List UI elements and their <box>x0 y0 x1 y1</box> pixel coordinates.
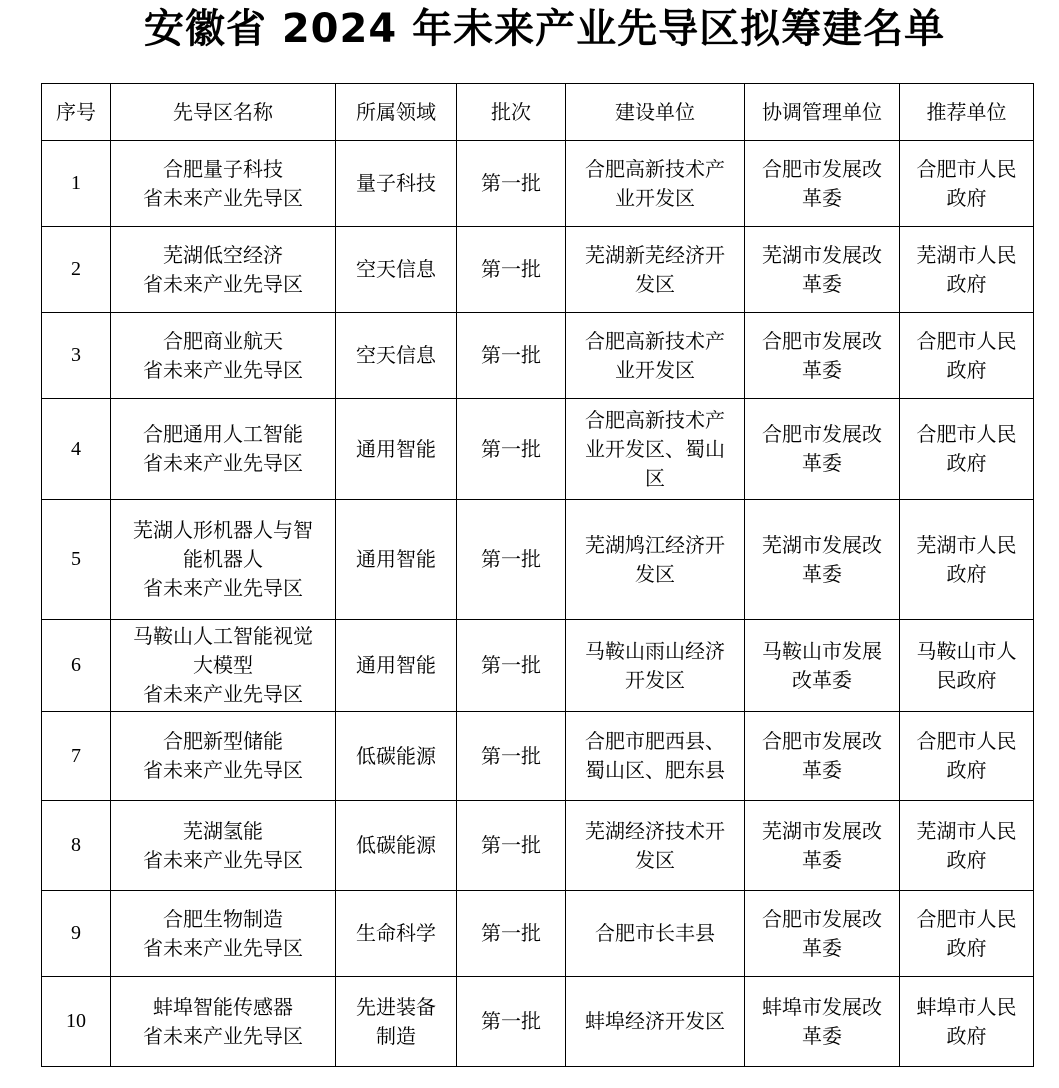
zone-name-line: 合肥商业航天 <box>163 328 283 353</box>
builder-line: 开发区 <box>625 667 685 692</box>
zone-name-cell <box>111 712 336 801</box>
builder-cell <box>566 227 745 313</box>
batch-cell: 第一批 <box>457 500 566 620</box>
column-header-field: 所属领域 <box>336 84 457 141</box>
recommender-cell <box>900 712 1034 801</box>
coordinator-line: 芜湖市发展改 <box>762 242 882 267</box>
column-header-coordinator: 协调管理单位 <box>745 84 900 141</box>
builder-line: 蚌埠经济开发区 <box>585 1009 725 1033</box>
row-number: 7 <box>42 712 111 801</box>
zone-name-line: 芜湖人形机器人与智 <box>133 518 313 542</box>
coordinator-cell <box>745 227 900 313</box>
recommender-line: 合肥市人民 <box>916 729 1017 753</box>
zone-name-cell <box>111 399 336 500</box>
batch-cell: 第一批 <box>457 620 566 712</box>
coordinator-cell <box>745 141 900 227</box>
coordinator-cell <box>745 313 900 399</box>
recommender-cell <box>900 977 1034 1067</box>
builder-line: 发区 <box>635 561 675 586</box>
zone-name-line: 省未来产业先导区 <box>143 185 303 210</box>
recommender-line: 政府 <box>946 561 987 586</box>
field-cell <box>336 141 457 227</box>
zone-name-line: 合肥通用人工智能 <box>143 422 303 446</box>
zone-name-cell <box>111 227 336 313</box>
zone-name-cell <box>111 977 336 1067</box>
row-number: 6 <box>42 620 111 712</box>
recommender-cell <box>900 141 1034 227</box>
coordinator-cell <box>745 977 900 1067</box>
builder-line: 合肥市肥西县、 <box>585 729 725 753</box>
table-row <box>42 227 1034 313</box>
row-number: 5 <box>42 500 111 620</box>
builder-line: 发区 <box>635 271 675 296</box>
zone-name-cell <box>111 141 336 227</box>
zone-name-line: 省未来产业先导区 <box>143 1023 303 1048</box>
field-line: 低碳能源 <box>356 743 436 768</box>
field-cell <box>336 712 457 801</box>
table-row <box>42 399 1034 500</box>
zone-name-line: 省未来产业先导区 <box>143 451 303 475</box>
recommender-line: 合肥市人民 <box>916 906 1017 931</box>
recommender-line: 合肥市人民 <box>916 328 1017 353</box>
field-line: 通用智能 <box>356 547 436 571</box>
zone-name-line: 省未来产业先导区 <box>143 576 303 600</box>
batch-cell: 第一批 <box>457 141 566 227</box>
builder-cell <box>566 712 745 801</box>
zone-name-line: 能机器人 <box>183 547 263 571</box>
builder-cell <box>566 313 745 399</box>
coordinator-line: 革委 <box>802 1023 842 1048</box>
row-number: 3 <box>42 313 111 399</box>
field-line: 生命科学 <box>356 921 436 945</box>
recommender-cell <box>900 801 1034 891</box>
recommender-cell <box>900 313 1034 399</box>
builder-cell <box>566 620 745 712</box>
field-cell <box>336 500 457 620</box>
coordinator-cell <box>745 500 900 620</box>
coordinator-cell <box>745 712 900 801</box>
builder-line: 合肥市长丰县 <box>595 921 715 945</box>
table-row <box>42 500 1034 620</box>
field-cell <box>336 227 457 313</box>
table-row <box>42 620 1034 712</box>
row-number: 4 <box>42 399 111 500</box>
builder-line: 业开发区 <box>615 357 695 382</box>
recommender-line: 蚌埠市人民 <box>916 994 1017 1019</box>
batch-cell: 第一批 <box>457 891 566 977</box>
batch-cell: 第一批 <box>457 801 566 891</box>
recommender-line: 合肥市人民 <box>916 156 1017 181</box>
recommender-cell <box>900 399 1034 500</box>
recommender-line: 芜湖市人民 <box>916 818 1017 843</box>
row-number: 1 <box>42 141 111 227</box>
coordinator-line: 蚌埠市发展改 <box>762 994 882 1019</box>
coordinator-line: 改革委 <box>792 667 852 692</box>
field-line: 空天信息 <box>356 343 436 367</box>
coordinator-line: 合肥市发展改 <box>762 422 882 446</box>
column-header-builder: 建设单位 <box>566 84 745 141</box>
row-number: 8 <box>42 801 111 891</box>
builder-line: 业开发区 <box>615 185 695 210</box>
zone-name-line: 省未来产业先导区 <box>143 935 303 960</box>
recommender-cell <box>900 500 1034 620</box>
zone-name-cell <box>111 891 336 977</box>
zone-name-line: 蚌埠智能传感器 <box>153 994 293 1019</box>
field-line: 空天信息 <box>356 257 436 281</box>
builder-cell <box>566 500 745 620</box>
table-header-row <box>42 84 1034 141</box>
recommender-line: 政府 <box>946 847 987 872</box>
table-row <box>42 977 1034 1067</box>
zone-name-line: 省未来产业先导区 <box>143 271 303 296</box>
builder-line: 合肥高新技术产 <box>585 328 725 353</box>
builder-cell <box>566 141 745 227</box>
recommender-line: 政府 <box>946 451 987 475</box>
coordinator-line: 合肥市发展改 <box>762 729 882 753</box>
builder-line: 芜湖鸠江经济开 <box>585 532 725 557</box>
field-cell <box>336 977 457 1067</box>
recommender-line: 芜湖市人民 <box>916 242 1017 267</box>
coordinator-cell <box>745 620 900 712</box>
row-number: 10 <box>42 977 111 1067</box>
zone-name-cell <box>111 500 336 620</box>
row-number: 9 <box>42 891 111 977</box>
table-row <box>42 712 1034 801</box>
recommender-line: 民政府 <box>936 667 997 692</box>
document-title: 安徽省 2024 年未来产业先导区拟筹建名单 <box>143 6 946 52</box>
coordinator-line: 马鞍山市发展 <box>762 638 882 663</box>
builder-line: 芜湖新芜经济开 <box>585 242 725 267</box>
coordinator-line: 革委 <box>802 758 842 782</box>
coordinator-line: 合肥市发展改 <box>762 156 882 181</box>
coordinator-line: 革委 <box>802 357 842 382</box>
field-line: 通用智能 <box>356 653 436 677</box>
coordinator-line: 芜湖市发展改 <box>762 532 882 557</box>
batch-cell: 第一批 <box>457 227 566 313</box>
coordinator-line: 革委 <box>802 847 842 872</box>
recommender-line: 政府 <box>946 935 987 960</box>
recommender-line: 合肥市人民 <box>916 422 1017 446</box>
field-line: 先进装备 <box>356 994 436 1019</box>
coordinator-cell <box>745 891 900 977</box>
table-row <box>42 801 1034 891</box>
recommender-cell <box>900 227 1034 313</box>
builder-line: 发区 <box>635 847 675 872</box>
recommender-cell <box>900 891 1034 977</box>
zone-name-line: 芜湖低空经济 <box>163 242 283 267</box>
field-cell <box>336 891 457 977</box>
coordinator-line: 合肥市发展改 <box>762 906 882 931</box>
field-line: 制造 <box>376 1023 416 1048</box>
coordinator-cell <box>745 399 900 500</box>
recommender-line: 芜湖市人民 <box>916 532 1017 557</box>
builder-line: 区 <box>645 465 665 490</box>
zone-name-line: 省未来产业先导区 <box>143 758 303 782</box>
column-header-recommender: 推荐单位 <box>900 84 1034 141</box>
recommender-line: 政府 <box>946 758 987 782</box>
zone-name-line: 大模型 <box>193 653 253 677</box>
coordinator-line: 芜湖市发展改 <box>762 818 882 843</box>
builder-line: 芜湖经济技术开 <box>585 818 725 843</box>
recommender-cell <box>900 620 1034 712</box>
coordinator-line: 革委 <box>802 451 842 475</box>
builder-cell <box>566 801 745 891</box>
builder-cell <box>566 399 745 500</box>
field-cell <box>336 313 457 399</box>
field-line: 低碳能源 <box>356 833 436 857</box>
builder-line: 马鞍山雨山经济 <box>585 638 725 663</box>
zone-name-line: 合肥量子科技 <box>163 156 283 181</box>
zone-name-line: 合肥生物制造 <box>163 906 283 931</box>
table-row <box>42 141 1034 227</box>
builder-line: 蜀山区、肥东县 <box>585 758 725 782</box>
zone-name-cell <box>111 313 336 399</box>
column-header-batch: 批次 <box>457 84 566 141</box>
zone-name-line: 省未来产业先导区 <box>143 357 303 382</box>
zone-name-cell <box>111 801 336 891</box>
field-line: 通用智能 <box>356 436 436 461</box>
coordinator-cell <box>745 801 900 891</box>
batch-cell: 第一批 <box>457 712 566 801</box>
coordinator-line: 革委 <box>802 271 842 296</box>
zone-name-line: 芜湖氢能 <box>183 818 263 843</box>
recommender-line: 政府 <box>946 271 987 296</box>
field-cell <box>336 399 457 500</box>
builder-cell <box>566 891 745 977</box>
recommender-line: 政府 <box>946 357 987 382</box>
column-header-no: 序号 <box>42 84 111 141</box>
recommender-line: 政府 <box>946 185 987 210</box>
field-line: 量子科技 <box>356 171 436 195</box>
row-number: 2 <box>42 227 111 313</box>
coordinator-line: 合肥市发展改 <box>762 328 882 353</box>
batch-cell: 第一批 <box>457 399 566 500</box>
zone-name-line: 省未来产业先导区 <box>143 682 303 706</box>
builder-line: 业开发区、蜀山 <box>585 436 725 461</box>
zone-name-cell <box>111 620 336 712</box>
zone-name-line: 省未来产业先导区 <box>143 847 303 872</box>
coordinator-line: 革委 <box>802 935 842 960</box>
pilot-zone-table <box>41 83 1034 1067</box>
coordinator-line: 革委 <box>802 561 842 586</box>
table-row <box>42 313 1034 399</box>
coordinator-line: 革委 <box>802 185 842 210</box>
field-cell <box>336 801 457 891</box>
batch-cell: 第一批 <box>457 313 566 399</box>
zone-name-line: 马鞍山人工智能视觉 <box>133 624 313 648</box>
recommender-line: 政府 <box>946 1023 987 1048</box>
batch-cell: 第一批 <box>457 977 566 1067</box>
table-row <box>42 891 1034 977</box>
builder-line: 合肥高新技术产 <box>585 156 725 181</box>
builder-line: 合肥高新技术产 <box>585 407 725 432</box>
builder-cell <box>566 977 745 1067</box>
column-header-name: 先导区名称 <box>111 84 336 141</box>
recommender-line: 马鞍山市人 <box>916 638 1017 663</box>
field-cell <box>336 620 457 712</box>
zone-name-line: 合肥新型储能 <box>163 729 283 753</box>
